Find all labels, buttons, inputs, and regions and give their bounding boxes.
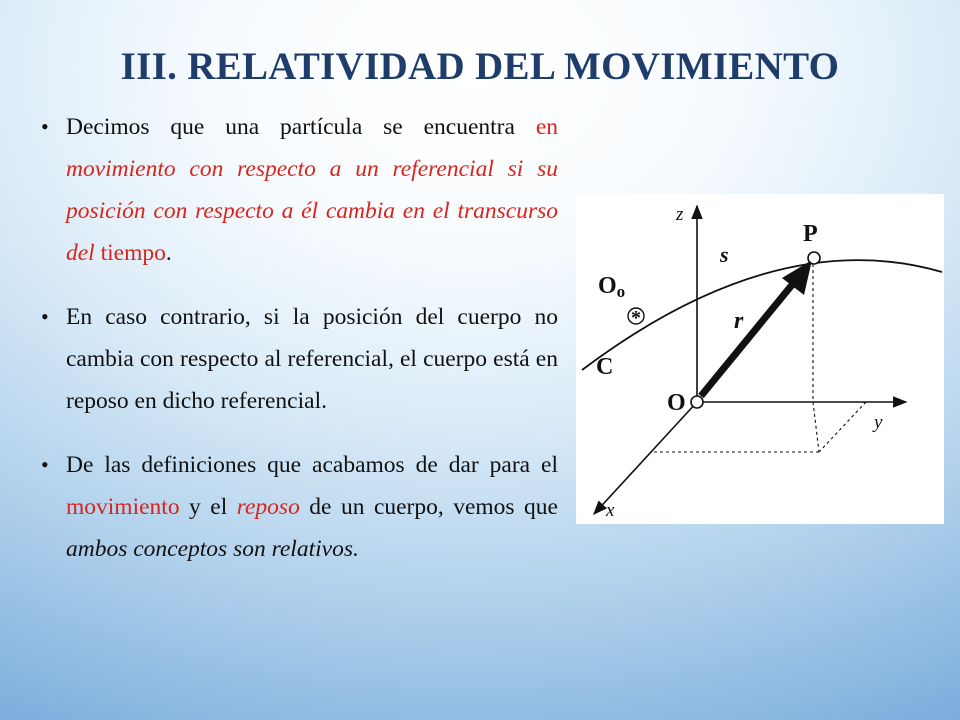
reference-frame-diagram bbox=[576, 194, 944, 524]
bullet-item-2 bbox=[38, 296, 558, 422]
position-vector bbox=[701, 280, 796, 396]
origin-point bbox=[691, 396, 703, 408]
label-y: y bbox=[874, 412, 883, 433]
bullet-list bbox=[38, 106, 558, 570]
bullet-marker: • bbox=[41, 304, 49, 329]
label-r: r bbox=[734, 308, 744, 334]
label-z: z bbox=[676, 204, 684, 225]
projection-lines bbox=[650, 258, 866, 452]
bullet-1-text-a: Decimos que una partícula se encuentra bbox=[66, 114, 536, 140]
bullet-marker: • bbox=[41, 452, 49, 477]
bullet-3-text-f: ambos conceptos son relativos. bbox=[66, 536, 359, 562]
x-axis bbox=[594, 402, 697, 514]
label-x: x bbox=[606, 500, 615, 521]
bullet-2-text: En caso contrario, si la posición del cuerpo no cambia con respecto al referencial, el cuerpo está en reposo en dicho referencial. bbox=[66, 304, 558, 414]
label-o-initial-main: O bbox=[598, 273, 617, 299]
star-glyph: * bbox=[631, 307, 641, 329]
bullet-3-text-e: de un cuerpo, vemos que bbox=[299, 494, 558, 520]
label-o-initial bbox=[598, 273, 625, 301]
label-o-initial-sub: o bbox=[616, 282, 626, 301]
label-s: s bbox=[720, 242, 729, 267]
bullet-3-text-a: De las definiciones que acabamos de dar para el bbox=[66, 452, 558, 478]
bullet-marker: • bbox=[41, 114, 49, 139]
bullet-item-1 bbox=[38, 106, 558, 274]
point-p bbox=[808, 252, 820, 264]
slide-title: III. RELATIVIDAD DEL MOVIMIENTO bbox=[120, 45, 840, 88]
bullet-1-text-c: movimiento con respecto a un referencial si su posición con respecto a él cambia en el transcurso del bbox=[66, 156, 558, 266]
bullet-3-text-b: movimiento bbox=[66, 494, 180, 520]
bullet-1-text-e: . bbox=[165, 240, 172, 266]
bullet-1-text-d: tiempo bbox=[94, 240, 166, 266]
label-o-origin: O bbox=[667, 390, 686, 416]
bullet-1-text-b: en bbox=[535, 114, 558, 140]
bullet-3-text-c: y el bbox=[179, 494, 237, 520]
bullet-item-3 bbox=[38, 444, 558, 570]
label-p: P bbox=[803, 221, 818, 247]
bullet-3-text-d: reposo bbox=[236, 494, 300, 520]
label-c: C bbox=[596, 354, 614, 380]
